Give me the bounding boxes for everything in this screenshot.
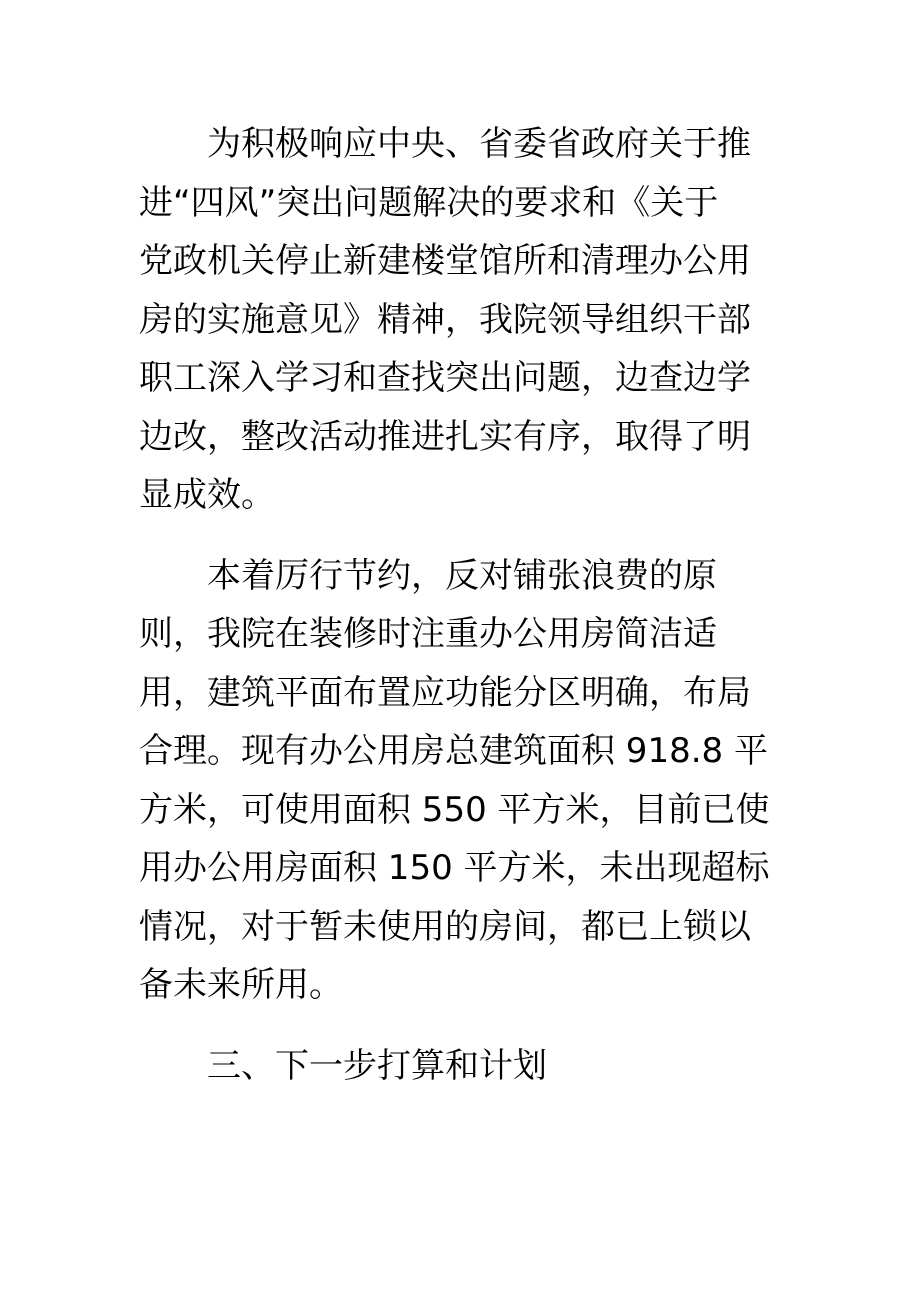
text-line: 房的实施意见》精神，我院领导组织干部 — [139, 299, 751, 340]
text-line: 进“四风”突出问题解决的要求和《关于 — [139, 182, 719, 223]
paragraph-spacer — [139, 1015, 759, 1037]
document-body — [139, 115, 770, 1095]
text-line: 则，我院在装修时注重办公用房简洁适 — [139, 614, 717, 654]
text-line: 为积极响应中央、省委省政府关于推 — [207, 124, 751, 164]
paragraph-rectification-results — [139, 115, 759, 525]
text-line: 边改，整改活动推进扎实有序，取得了明 — [139, 416, 751, 457]
paragraph-spacer — [139, 525, 759, 547]
text-line: 用办公用房面积 150 平方米，未出现超标 — [139, 848, 770, 888]
text-line: 情况，对于暂未使用的房间，都已上锁以 — [139, 906, 751, 947]
text-line: 备未来所用。 — [139, 965, 343, 1005]
section-heading-text: 三、下一步打算和计划 — [207, 1045, 547, 1086]
paragraph-office-space — [139, 547, 770, 1015]
text-line: 党政机关停止新建楼堂馆所和清理办公用 — [139, 241, 751, 281]
text-line: 用，建筑平面布置应功能分区明确，布局 — [139, 672, 751, 713]
text-line: 职工深入学习和查找突出问题，边查边学 — [139, 358, 751, 398]
text-line: 本着厉行节约，反对铺张浪费的原 — [207, 555, 717, 596]
section-heading-next-steps — [139, 1037, 759, 1096]
text-line: 方米，可使用面积 550 平方米，目前已使 — [139, 789, 770, 830]
text-line: 合理。现有办公用房总建筑面积 918.8 平 — [139, 731, 768, 771]
text-line: 显成效。 — [139, 475, 275, 515]
